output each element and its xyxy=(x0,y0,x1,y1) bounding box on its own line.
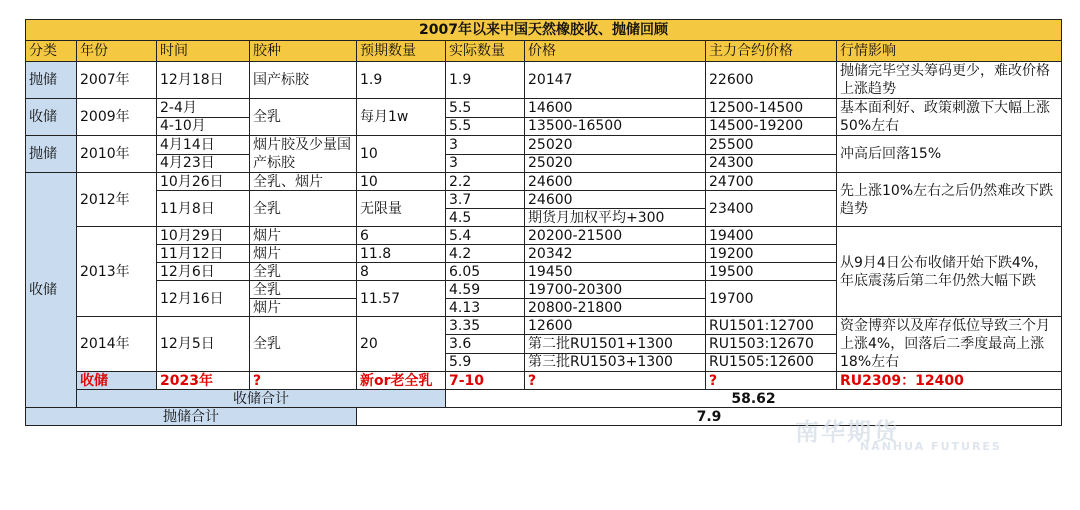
actual-cell: 5.5 xyxy=(446,117,525,136)
watermark-text: NANHUA FUTURES xyxy=(860,440,1002,453)
type-cell: 全乳 xyxy=(250,191,357,227)
table-row xyxy=(26,227,1062,245)
main-contract-cell: RU1501:12700 xyxy=(706,317,837,335)
year-cell: 2012年 xyxy=(77,173,157,227)
price-cell: 20800-21800 xyxy=(525,299,706,317)
summary-row xyxy=(26,390,1062,408)
time-cell: 4-10月 xyxy=(157,117,250,136)
table-wrapper xyxy=(25,19,1062,426)
table-row-highlight xyxy=(26,372,1062,390)
time-cell: 12月5日 xyxy=(157,317,250,372)
actual-cell: 4.5 xyxy=(446,209,525,227)
type-cell: 全乳 xyxy=(250,99,357,136)
impact-cell: 抛储完毕空头筹码更少，难改价格上涨趋势 xyxy=(837,62,1062,99)
header-cell: 胶种 xyxy=(250,41,357,62)
price-cell: 20200-21500 xyxy=(525,227,706,245)
header-row xyxy=(26,41,1062,62)
expected-cell: 1.9 xyxy=(357,62,446,99)
price-cell: 25020 xyxy=(525,136,706,155)
actual-cell: 6.05 xyxy=(446,263,525,281)
main-contract-cell: 19200 xyxy=(706,245,837,263)
header-cell: 主力合约价格 xyxy=(706,41,837,62)
expected-cell: 每月1w xyxy=(357,99,446,136)
header-cell: 年份 xyxy=(77,41,157,62)
summary-label: 抛储合计 xyxy=(26,408,357,426)
time-cell: 12月18日 xyxy=(157,62,250,99)
actual-cell: 5.9 xyxy=(446,353,525,371)
time-cell: 10月29日 xyxy=(157,227,250,245)
summary-value: 7.9 xyxy=(357,408,1062,426)
type-cell: 全乳 xyxy=(250,263,357,281)
actual-cell: 2.2 xyxy=(446,173,525,191)
actual-cell: 3 xyxy=(446,136,525,155)
actual-cell: 3.35 xyxy=(446,317,525,335)
expected-cell: 20 xyxy=(357,317,446,372)
table-row xyxy=(26,317,1062,335)
price-cell: 第二批RU1501+1300 xyxy=(525,335,706,353)
expected-cell: 10 xyxy=(357,136,446,173)
summary-label: 收储合计 xyxy=(77,390,446,408)
actual-cell: 4.2 xyxy=(446,245,525,263)
actual-cell: 5.4 xyxy=(446,227,525,245)
price-cell: 19700-20300 xyxy=(525,281,706,299)
impact-cell: 基本面利好、政策刺激下大幅上涨50%左右 xyxy=(837,99,1062,136)
actual-cell: ? xyxy=(525,372,706,390)
main-contract-cell: 19500 xyxy=(706,263,837,281)
summary-value: 58.62 xyxy=(446,390,1062,408)
rubber-reserve-table xyxy=(25,19,1062,426)
expected-cell: 7-10 xyxy=(446,372,525,390)
year-cell: 2007年 xyxy=(77,62,157,99)
actual-cell: 3.7 xyxy=(446,191,525,209)
year-cell: 2013年 xyxy=(77,227,157,317)
main-contract-cell: 12500-14500 xyxy=(706,99,837,118)
expected-cell: 10 xyxy=(357,173,446,191)
time-cell: ? xyxy=(250,372,357,390)
time-cell: 4月14日 xyxy=(157,136,250,155)
category-cell: 抛储 xyxy=(26,136,77,173)
price-cell: 12600 xyxy=(525,317,706,335)
price-cell: 期货月加权平均+300 xyxy=(525,209,706,227)
time-cell: 11月12日 xyxy=(157,245,250,263)
actual-cell: 4.13 xyxy=(446,299,525,317)
header-cell: 分类 xyxy=(26,41,77,62)
table-row xyxy=(26,136,1062,155)
time-cell: 4月23日 xyxy=(157,154,250,173)
header-cell: 实际数量 xyxy=(446,41,525,62)
time-cell: 12月16日 xyxy=(157,281,250,317)
table-title: 2007年以来中国天然橡胶收、抛储回顾 xyxy=(26,20,1062,41)
expected-cell: 无限量 xyxy=(357,191,446,227)
header-cell: 预期数量 xyxy=(357,41,446,62)
type-cell: 国产标胶 xyxy=(250,62,357,99)
category-cell: 收储 xyxy=(26,99,77,136)
year-cell: 2014年 xyxy=(77,317,157,372)
type-cell: 烟片胶及少量国产标胶 xyxy=(250,136,357,173)
type-cell: 烟片 xyxy=(250,245,357,263)
type-cell: 新or老全乳 xyxy=(357,372,446,390)
year-cell: 2009年 xyxy=(77,99,157,136)
main-contract-cell: 19700 xyxy=(706,281,837,317)
main-contract-cell: RU1503:12670 xyxy=(706,335,837,353)
time-cell: 11月8日 xyxy=(157,191,250,227)
header-cell: 时间 xyxy=(157,41,250,62)
category-cell: 抛储 xyxy=(26,62,77,99)
main-contract-cell: RU2309：12400 xyxy=(837,372,1062,390)
actual-cell: 1.9 xyxy=(446,62,525,99)
expected-cell: 11.57 xyxy=(357,281,446,317)
table-row xyxy=(26,99,1062,118)
expected-cell: 6 xyxy=(357,227,446,245)
main-contract-cell: 24300 xyxy=(706,154,837,173)
price-cell: 14600 xyxy=(525,99,706,118)
time-cell: 10月26日 xyxy=(157,173,250,191)
main-contract-cell: 23400 xyxy=(706,191,837,227)
header-cell: 价格 xyxy=(525,41,706,62)
price-cell: 20147 xyxy=(525,62,706,99)
header-cell: 行情影响 xyxy=(837,41,1062,62)
price-cell: ? xyxy=(706,372,837,390)
price-cell: 第三批RU1503+1300 xyxy=(525,353,706,371)
main-contract-cell: RU1505:12600 xyxy=(706,353,837,371)
table-row xyxy=(26,173,1062,191)
time-cell: 12月6日 xyxy=(157,263,250,281)
impact-cell: 先上涨10%左右之后仍然难改下跌趋势 xyxy=(837,173,1062,227)
type-cell: 烟片 xyxy=(250,227,357,245)
price-cell: 25020 xyxy=(525,154,706,173)
impact-cell: 从9月4日公布收储开始下跌4%，年底震荡后第二年仍然大幅下跌 xyxy=(837,227,1062,317)
actual-cell: 4.59 xyxy=(446,281,525,299)
type-cell: 全乳 xyxy=(250,281,357,299)
category-cell: 收储 xyxy=(77,372,157,390)
main-contract-cell: 14500-19200 xyxy=(706,117,837,136)
type-cell: 烟片 xyxy=(250,299,357,317)
main-contract-cell: 25500 xyxy=(706,136,837,155)
price-cell: 24600 xyxy=(525,173,706,191)
impact-cell: 资金博弈以及库存低位导致三个月上涨4%，回落后二季度最高上涨18%左右 xyxy=(837,317,1062,372)
price-cell: 24600 xyxy=(525,191,706,209)
type-cell: 全乳、烟片 xyxy=(250,173,357,191)
price-cell: 20342 xyxy=(525,245,706,263)
expected-cell: 8 xyxy=(357,263,446,281)
main-contract-cell: 22600 xyxy=(706,62,837,99)
price-cell: 13500-16500 xyxy=(525,117,706,136)
year-cell: 2023年 xyxy=(157,372,250,390)
watermark-logo: 南华期货 xyxy=(795,418,899,446)
price-cell: 19450 xyxy=(525,263,706,281)
actual-cell: 3.6 xyxy=(446,335,525,353)
expected-cell: 11.8 xyxy=(357,245,446,263)
time-cell: 2-4月 xyxy=(157,99,250,118)
main-contract-cell: 19400 xyxy=(706,227,837,245)
actual-cell: 3 xyxy=(446,154,525,173)
main-contract-cell: 24700 xyxy=(706,173,837,191)
actual-cell: 5.5 xyxy=(446,99,525,118)
category-cell: 收储 xyxy=(26,173,77,408)
impact-cell: 冲高后回落15% xyxy=(837,136,1062,173)
year-cell: 2010年 xyxy=(77,136,157,173)
summary-row xyxy=(26,408,1062,426)
type-cell: 全乳 xyxy=(250,317,357,372)
